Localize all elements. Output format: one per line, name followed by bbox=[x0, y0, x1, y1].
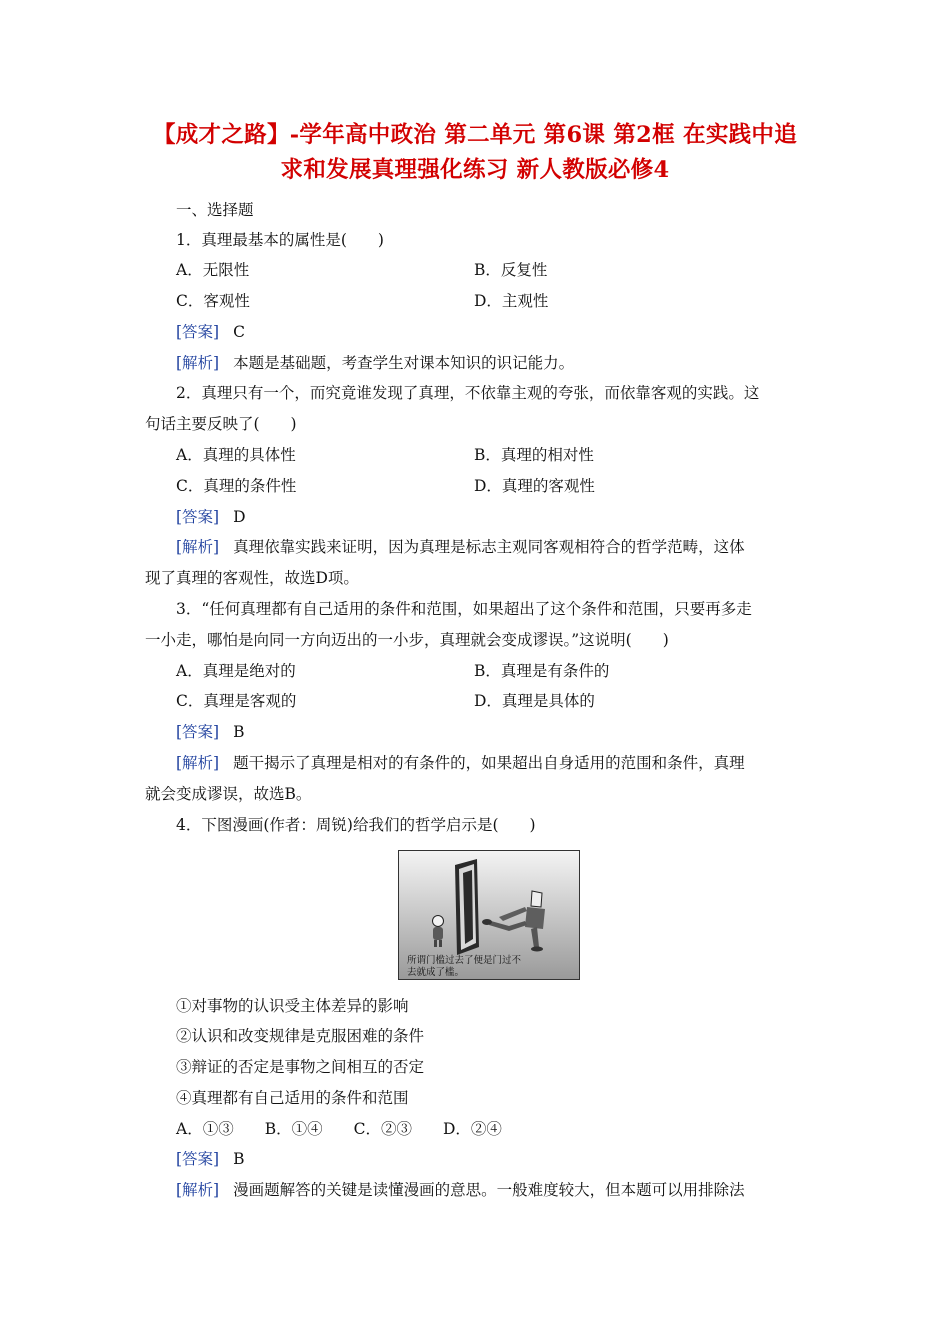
q3-answer-value: B bbox=[233, 723, 245, 741]
q3-analysis-line-2: 就会变成谬误，故选B。 bbox=[145, 785, 312, 803]
answer-tag: [答案] bbox=[176, 323, 220, 341]
q4-answer-value: B bbox=[233, 1150, 245, 1168]
q3-answer bbox=[176, 721, 245, 743]
answer-tag: [答案] bbox=[176, 1150, 220, 1168]
cartoon-illustration bbox=[399, 851, 579, 979]
q1-option-b: B．反复性 bbox=[474, 261, 548, 279]
q4-statement-1: ①对事物的认识受主体差异的影响 bbox=[176, 997, 409, 1015]
q4-options: A．①③ B．①④ C．②③ D．②④ bbox=[176, 1120, 502, 1138]
q2-option-b: B．真理的相对性 bbox=[474, 446, 594, 464]
analysis-tag: [解析] bbox=[176, 354, 220, 372]
q3-analysis-line-1 bbox=[176, 752, 745, 774]
q1-analysis-text: 本题是基础题，考查学生对课本知识的识记能力。 bbox=[233, 354, 575, 372]
q3-option-a: A．真理是绝对的 bbox=[176, 662, 296, 680]
q2-option-a: A．真理的具体性 bbox=[176, 446, 296, 464]
answer-tag: [答案] bbox=[176, 508, 220, 526]
q4-statement-4: ④真理都有自己适用的条件和范围 bbox=[176, 1089, 409, 1107]
q4-statement-3: ③辩证的否定是事物之间相互的否定 bbox=[176, 1058, 425, 1076]
q2-analysis-line-2: 现了真理的客观性，故选D项。 bbox=[145, 569, 359, 587]
q4-answer bbox=[176, 1148, 245, 1170]
q3-option-d: D．真理是具体的 bbox=[474, 692, 595, 710]
q3-stem-line-2: 一小走，哪怕是向同一方向迈出的一小步，真理就会变成谬误。”这说明( ) bbox=[145, 631, 669, 649]
title-line-1: 【成才之路】-学年高中政治 第二单元 第6课 第2框 在实践中追 bbox=[152, 122, 798, 148]
q2-analysis-text-1: 真理依靠实践来证明，因为真理是标志主观同客观相符合的哲学范畴，这体 bbox=[233, 538, 745, 556]
section-heading: 一、选择题 bbox=[176, 201, 254, 219]
q4-stem: 4．下图漫画(作者：周锐)给我们的哲学启示是( ) bbox=[176, 816, 536, 834]
q1-option-a: A．无限性 bbox=[176, 261, 250, 279]
document-title bbox=[130, 118, 820, 188]
q2-stem-line-2: 句话主要反映了( ) bbox=[145, 415, 297, 433]
q4-analysis bbox=[176, 1179, 745, 1201]
title-line-2: 求和发展真理强化练习 新人教版必修4 bbox=[280, 157, 670, 183]
q4-statement-2: ②认识和改变规律是克服困难的条件 bbox=[176, 1027, 425, 1045]
q1-answer bbox=[176, 321, 245, 343]
cartoon-caption-line-2: 去就成了槛。 bbox=[407, 967, 465, 978]
q2-answer-value: D bbox=[233, 508, 246, 526]
analysis-tag: [解析] bbox=[176, 538, 220, 556]
q3-option-c: C．真理是客观的 bbox=[176, 692, 297, 710]
q2-analysis-line-1 bbox=[176, 536, 745, 558]
q1-stem: 1．真理最基本的属性是( ) bbox=[176, 231, 384, 249]
q2-option-c: C．真理的条件性 bbox=[176, 477, 297, 495]
q1-analysis bbox=[176, 352, 574, 374]
q3-option-b: B．真理是有条件的 bbox=[474, 662, 610, 680]
q1-answer-value: C bbox=[233, 323, 245, 341]
q2-answer bbox=[176, 506, 246, 528]
answer-tag: [答案] bbox=[176, 723, 220, 741]
q3-analysis-text-1: 题干揭示了真理是相对的有条件的，如果超出自身适用的范围和条件，真理 bbox=[233, 754, 745, 772]
analysis-tag: [解析] bbox=[176, 1181, 220, 1199]
analysis-tag: [解析] bbox=[176, 754, 220, 772]
cartoon-image bbox=[398, 850, 580, 980]
q1-option-c: C．客观性 bbox=[176, 292, 250, 310]
q1-option-d: D．主观性 bbox=[474, 292, 549, 310]
q3-stem-line-1: 3．“任何真理都有自己适用的条件和范围，如果超出了这个条件和范围，只要再多走 bbox=[176, 600, 752, 618]
cartoon-caption-line-1: 所谓门槛过去了便是门过不 bbox=[407, 955, 522, 966]
q4-analysis-text: 漫画题解答的关键是读懂漫画的意思。一般难度较大，但本题可以用排除法 bbox=[233, 1181, 745, 1199]
q2-stem-line-1: 2．真理只有一个，而究竟谁发现了真理，不依靠主观的夸张，而依靠客观的实践。这 bbox=[176, 384, 760, 402]
q2-option-d: D．真理的客观性 bbox=[474, 477, 595, 495]
